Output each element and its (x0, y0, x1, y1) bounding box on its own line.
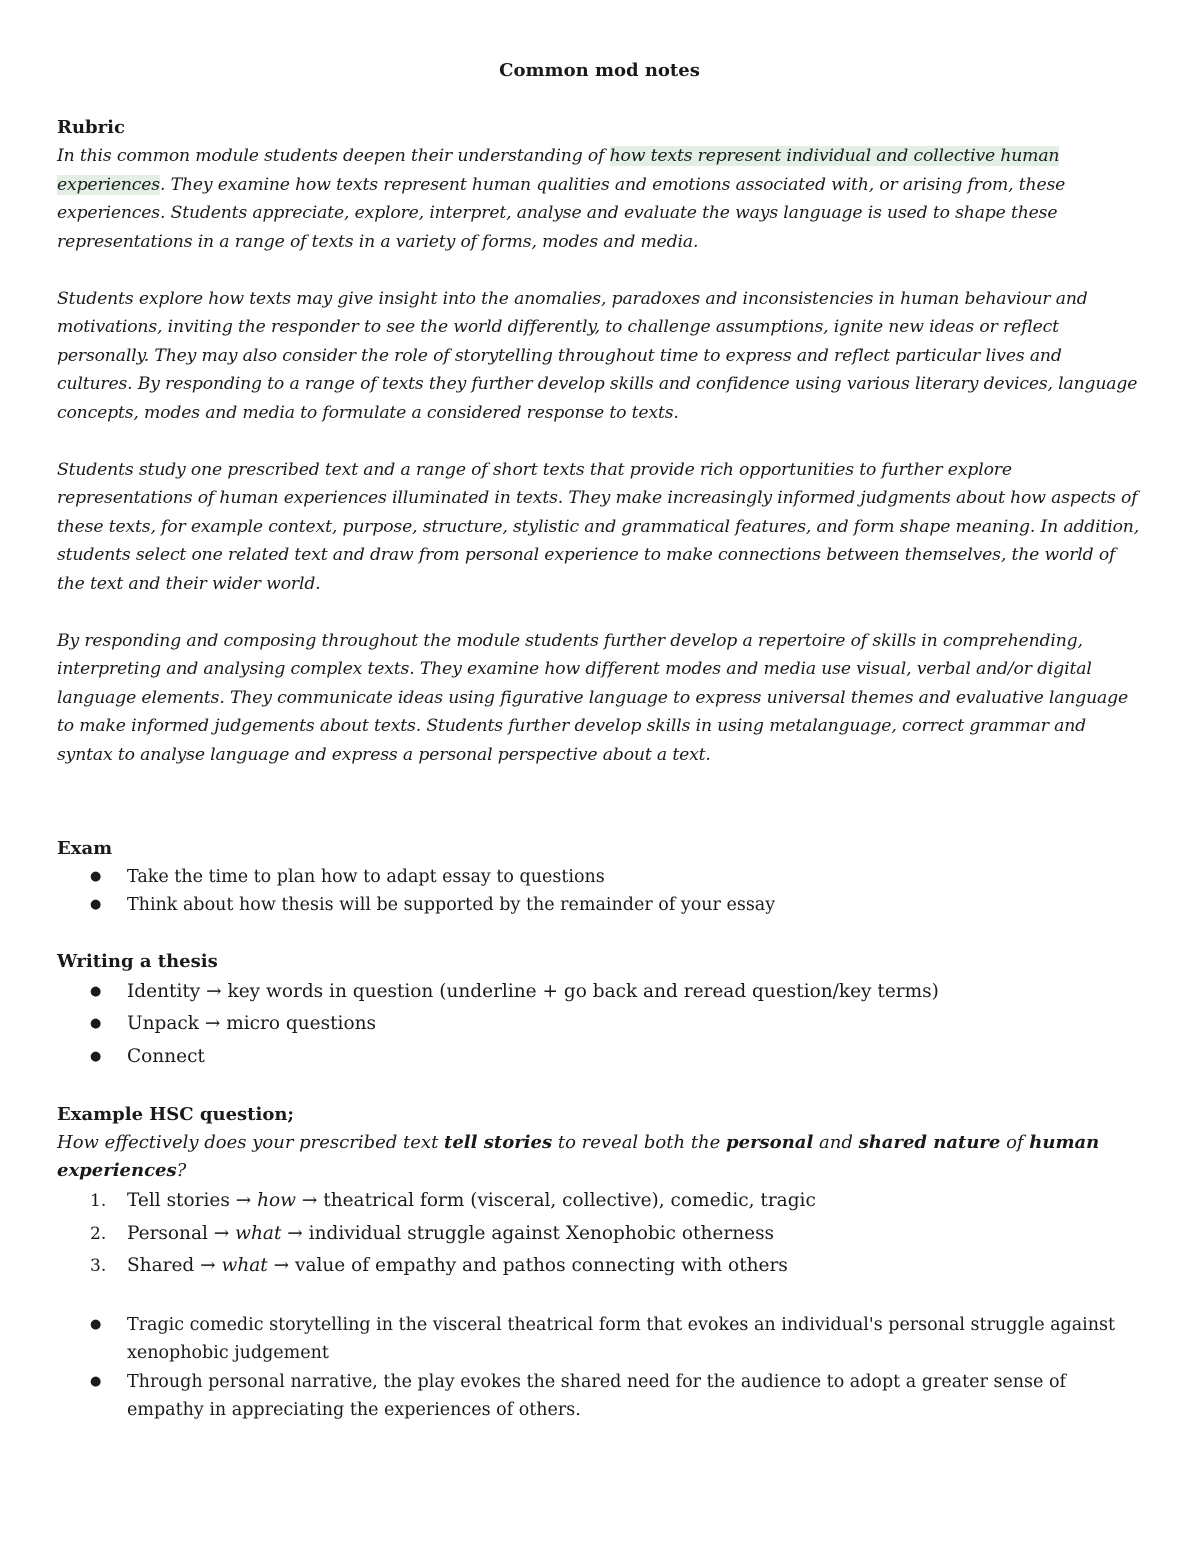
list-number: 3. (90, 1256, 107, 1276)
list-item-tail: → value of empathy and pathos connecting with others (267, 1255, 788, 1276)
example-numbered-list (57, 1185, 1142, 1283)
example-bullet-list (57, 1311, 1142, 1425)
rubric-p1-pre: In this common module students deepen their understanding of (57, 146, 610, 166)
bullet-icon: ● (90, 983, 102, 999)
bullet-icon: ● (90, 897, 102, 912)
list-item (57, 1368, 1142, 1425)
rubric-heading: Rubric (57, 117, 125, 138)
exam-heading: Exam (57, 837, 113, 859)
rubric-paragraph-2: Students explore how texts may give insight into the anomalies, paradoxes and inconsistencies in human behaviour and motivations, inviting the responder to see the world differently, to challenge assumptions, ignite new ideas or reflect personally. They may also consider the role of storytelling throughout time to express and reflect particular lives and cultures. By responding to a range of texts they further develop skills and confidence using various literary devices, language concepts, modes and media to formulate a considered response to texts. (57, 288, 1138, 423)
list-item-text: Unpack → micro questions (127, 1013, 376, 1034)
example-question (57, 1129, 1142, 1185)
list-item-emphasis: how (257, 1190, 296, 1211)
list-item-emphasis: what (221, 1255, 268, 1276)
page-title: Common mod notes (499, 60, 700, 81)
bullet-icon: ● (90, 868, 102, 884)
rubric-p1-post: . They examine how texts represent human qualities and emotions associated with, or arising from, these experiences. Students appreciate, explore, interpret, analyse and evaluate the ways language is used to shape these representations in a range of texts in a variety of forms, modes and media. (57, 174, 1066, 252)
list-item-text: Connect (127, 1045, 205, 1067)
list-item-lead: Tell stories → (127, 1190, 258, 1211)
question-key-term: human experiences (57, 1132, 1100, 1181)
list-item-text: Through personal narrative, the play evokes the shared need for the audience to adopt a greater sense of empathy in appreciating the experiences of others. (127, 1371, 1066, 1420)
list-item (57, 891, 1142, 920)
list-item (57, 1311, 1142, 1368)
question-key-term: shared nature (858, 1132, 1001, 1153)
question-text: to reveal both the (552, 1132, 727, 1153)
list-item (57, 1250, 1142, 1283)
list-item-text: Identity → key words in question (underline + go back and reread question/key terms) (127, 980, 939, 1002)
bullet-icon: ● (90, 1048, 102, 1064)
thesis-heading: Writing a thesis (57, 950, 218, 972)
question-key-term: personal (726, 1132, 814, 1153)
spacer (57, 1283, 1142, 1311)
list-item (57, 863, 1142, 892)
bullet-icon: ● (90, 1316, 102, 1332)
bullet-icon: ● (90, 1373, 102, 1389)
list-item-lead: Shared → (127, 1255, 222, 1276)
list-item-text: Take the time to plan how to adapt essay to questions (127, 866, 605, 887)
list-item (57, 1185, 1142, 1218)
list-item-text: Think about how thesis will be supported by the remainder of your essay (127, 895, 776, 915)
rubric-p1-highlight: how texts represent individual and collective human experiences (57, 146, 1060, 195)
list-number: 2. (90, 1223, 107, 1244)
list-item-emphasis: what (235, 1222, 282, 1244)
spacer (57, 1073, 1142, 1101)
question-key-term: tell stories (444, 1132, 553, 1153)
question-text: ? (176, 1160, 187, 1181)
list-item (57, 1008, 1142, 1041)
bullet-icon: ● (90, 1016, 102, 1031)
rubric-paragraph-4: By responding and composing throughout the module students further develop a repertoire of skills in comprehending, interpreting and analysing complex texts. They examine how different modes and media use visual, verbal and/or digital language elements. They communicate ideas using figurative language to express universal themes and evaluative language to make informed judgements about texts. Students further develop skills in using metalanguage, correct grammar and syntax to analyse language and express a personal perspective about a text. (57, 630, 1129, 765)
question-text: How effectively does your prescribed text (57, 1132, 445, 1153)
list-item-lead: Personal → (127, 1222, 236, 1244)
list-item (57, 976, 1142, 1009)
question-text: and (813, 1132, 859, 1153)
spacer (57, 798, 1142, 835)
list-item-text: Tragic comedic storytelling in the visceral theatrical form that evokes an individual's personal struggle against xenophobic judgement (127, 1314, 1116, 1363)
question-text: of (1000, 1132, 1030, 1153)
list-item-tail: → theatrical form (visceral, collective), comedic, tragic (296, 1190, 816, 1211)
spacer (57, 920, 1142, 948)
exam-list (57, 863, 1142, 920)
thesis-list (57, 976, 1142, 1074)
list-item (57, 1041, 1142, 1074)
rubric-paragraph-3: Students study one prescribed text and a range of short texts that provide rich opportunities to further explore representations of human experiences illuminated in texts. They make increasingly informed judgments about how aspects of these texts, for example context, purpose, structure, stylistic and grammatical features, and form shape meaning. In addition, students select one related text and draw from personal experience to make connections between themselves, the world of the text and their wider world. (57, 459, 1140, 594)
rubric-paragraph-1 (57, 142, 1142, 256)
list-item (57, 1218, 1142, 1251)
list-item-tail: → individual struggle against Xenophobic otherness (281, 1222, 775, 1244)
list-number: 1. (90, 1191, 107, 1211)
example-heading: Example HSC question; (57, 1104, 295, 1125)
